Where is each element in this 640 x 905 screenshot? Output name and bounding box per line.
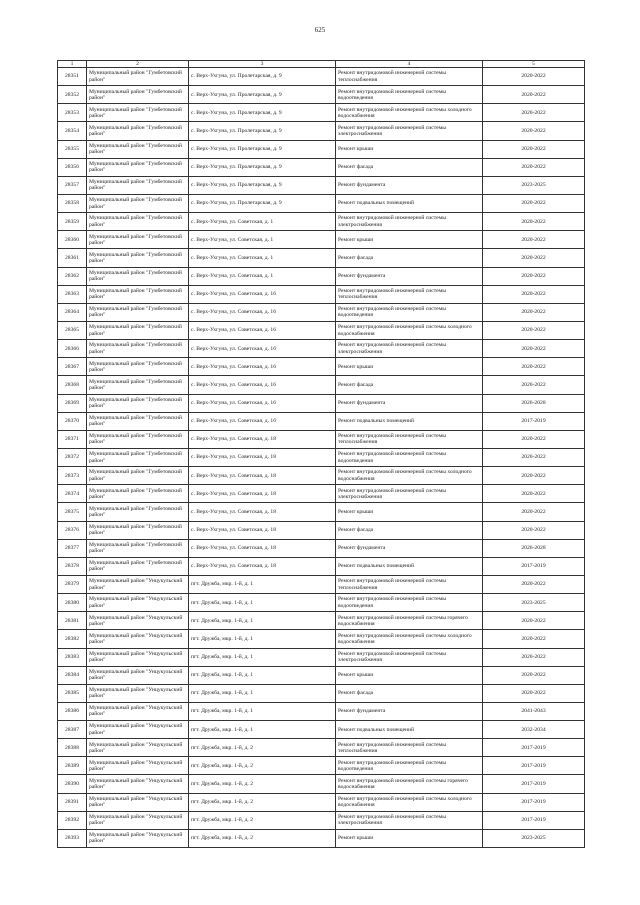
period-cell: 2026-2028 [483,394,585,412]
table-row [58,521,585,539]
municipality-cell: Муниципальный район "Унцукульский район" [87,666,189,684]
period-cell: 2020-2022 [483,376,585,394]
table-row [58,430,585,448]
municipality-cell: Муниципальный район "Гумбетовский район" [87,503,189,521]
row-number-cell: 28370 [58,412,87,430]
work-type-cell: Ремонт фасада [336,376,483,394]
table-row [58,630,585,648]
period-cell: 2020-2022 [483,340,585,358]
column-header: 3 [189,61,336,68]
address-cell: пгт. Дружба, мкр. 1-й, д. 1 [189,594,336,612]
repair-schedule-table [57,60,585,848]
municipality-cell: Муниципальный район "Унцукульский район" [87,757,189,775]
row-number-cell: 28391 [58,793,87,811]
address-cell: с. Верх-Ухгуна, ул. Советская, д. 16 [189,394,336,412]
municipality-cell: Муниципальный район "Гумбетовский район" [87,267,189,285]
municipality-cell: Муниципальный район "Гумбетовский район" [87,321,189,339]
table-row [58,648,585,666]
work-type-cell: Ремонт фундамента [336,267,483,285]
work-type-cell: Ремонт крыши [336,666,483,684]
address-cell: с. Верх-Ухгуна, ул. Пролетарская, д. 9 [189,194,336,212]
period-cell: 2017-2019 [483,557,585,575]
address-cell: с. Верх-Ухгуна, ул. Советская, д. 16 [189,412,336,430]
municipality-cell: Муниципальный район "Унцукульский район" [87,775,189,793]
municipality-cell: Муниципальный район "Унцукульский район" [87,829,189,847]
period-cell: 2017-2019 [483,793,585,811]
address-cell: с. Верх-Ухгуна, ул. Пролетарская, д. 9 [189,104,336,122]
work-type-cell: Ремонт внутридомовой инженерной системы холодного водоснабжения [336,321,483,339]
row-number-cell: 28387 [58,721,87,739]
address-cell: пгт. Дружба, мкр. 1-й, д. 2 [189,829,336,847]
table-row [58,140,585,158]
row-number-cell: 28375 [58,503,87,521]
table-row [58,739,585,757]
row-number-cell: 28388 [58,739,87,757]
address-cell: пгт. Дружба, мкр. 1-й, д. 1 [189,684,336,702]
municipality-cell: Муниципальный район "Унцукульский район" [87,648,189,666]
table-row [58,721,585,739]
municipality-cell: Муниципальный район "Гумбетовский район" [87,412,189,430]
table-row [58,594,585,612]
table-row [58,86,585,104]
municipality-cell: Муниципальный район "Унцукульский район" [87,811,189,829]
address-cell: с. Верх-Ухгуна, ул. Пролетарская, д. 9 [189,140,336,158]
period-cell: 2020-2022 [483,648,585,666]
table-row [58,829,585,847]
period-cell: 2020-2022 [483,358,585,376]
period-cell: 2026-2028 [483,539,585,557]
row-number-cell: 28373 [58,467,87,485]
table-row [58,104,585,122]
row-number-cell: 28364 [58,303,87,321]
work-type-cell: Ремонт подвальных помещений [336,412,483,430]
municipality-cell: Муниципальный район "Унцукульский район" [87,612,189,630]
table-row [58,757,585,775]
municipality-cell: Муниципальный район "Гумбетовский район" [87,448,189,466]
address-cell: с. Верх-Ухгуна, ул. Советская, д. 18 [189,485,336,503]
table-row [58,575,585,593]
period-cell: 2020-2022 [483,503,585,521]
work-type-cell: Ремонт крыши [336,358,483,376]
period-cell: 2020-2022 [483,122,585,140]
address-cell: с. Верх-Ухгуна, ул. Советская, д. 18 [189,521,336,539]
address-cell: пгт. Дружба, мкр. 1-й, д. 1 [189,702,336,720]
work-type-cell: Ремонт внутридомовой инженерной системы водоотведения [336,448,483,466]
address-cell: с. Верх-Ухгуна, ул. Советская, д. 18 [189,467,336,485]
address-cell: с. Верх-Ухгуна, ул. Советская, д. 1 [189,249,336,267]
row-number-cell: 28376 [58,521,87,539]
period-cell: 2020-2022 [483,485,585,503]
work-type-cell: Ремонт фундамента [336,539,483,557]
municipality-cell: Муниципальный район "Гумбетовский район" [87,303,189,321]
period-cell: 2020-2022 [483,285,585,303]
row-number-cell: 28390 [58,775,87,793]
address-cell: пгт. Дружба, мкр. 1-й, д. 2 [189,793,336,811]
table-row [58,358,585,376]
municipality-cell: Муниципальный район "Гумбетовский район" [87,467,189,485]
table-row [58,376,585,394]
work-type-cell: Ремонт подвальных помещений [336,194,483,212]
table-row [58,285,585,303]
address-cell: пгт. Дружба, мкр. 1-й, д. 2 [189,775,336,793]
work-type-cell: Ремонт внутридомовой инженерной системы холодного водоснабжения [336,104,483,122]
address-cell: пгт. Дружба, мкр. 1-й, д. 1 [189,630,336,648]
period-cell: 2020-2022 [483,321,585,339]
work-type-cell: Ремонт фундамента [336,394,483,412]
column-header: 5 [483,61,585,68]
municipality-cell: Муниципальный район "Гумбетовский район" [87,158,189,176]
work-type-cell: Ремонт внутридомовой инженерной системы электроснабжения [336,340,483,358]
table-row [58,194,585,212]
municipality-cell: Муниципальный район "Гумбетовский район" [87,485,189,503]
table-row [58,68,585,86]
address-cell: с. Верх-Ухгуна, ул. Пролетарская, д. 9 [189,158,336,176]
row-number-cell: 28380 [58,594,87,612]
row-number-cell: 28353 [58,104,87,122]
address-cell: пгт. Дружба, мкр. 1-й, д. 2 [189,757,336,775]
table-row [58,412,585,430]
period-cell: 2020-2022 [483,140,585,158]
row-number-cell: 28354 [58,122,87,140]
period-cell: 2020-2022 [483,267,585,285]
period-cell: 2020-2022 [483,249,585,267]
municipality-cell: Муниципальный район "Гумбетовский район" [87,104,189,122]
table-row [58,448,585,466]
municipality-cell: Муниципальный район "Унцукульский район" [87,739,189,757]
municipality-cell: Муниципальный район "Унцукульский район" [87,630,189,648]
period-cell: 2023-2025 [483,594,585,612]
work-type-cell: Ремонт крыши [336,231,483,249]
table-row [58,176,585,194]
row-number-cell: 28351 [58,68,87,86]
work-type-cell: Ремонт внутридомовой инженерной системы горячего водоснабжения [336,775,483,793]
municipality-cell: Муниципальный район "Гумбетовский район" [87,430,189,448]
row-number-cell: 28386 [58,702,87,720]
row-number-cell: 28384 [58,666,87,684]
period-cell: 2020-2022 [483,194,585,212]
work-type-cell: Ремонт внутридомовой инженерной системы водоотведения [336,757,483,775]
municipality-cell: Муниципальный район "Гумбетовский район" [87,249,189,267]
table-row [58,303,585,321]
work-type-cell: Ремонт внутридомовой инженерной системы холодного водоснабжения [336,467,483,485]
address-cell: пгт. Дружба, мкр. 1-й, д. 1 [189,721,336,739]
address-cell: с. Верх-Ухгуна, ул. Пролетарская, д. 9 [189,176,336,194]
work-type-cell: Ремонт внутридомовой инженерной системы теплоснабжения [336,430,483,448]
municipality-cell: Муниципальный район "Гумбетовский район" [87,285,189,303]
column-header: 2 [87,61,189,68]
period-cell: 2020-2022 [483,684,585,702]
address-cell: с. Верх-Ухгуна, ул. Советская, д. 1 [189,213,336,231]
work-type-cell: Ремонт внутридомовой инженерной системы теплоснабжения [336,739,483,757]
address-cell: с. Верх-Ухгуна, ул. Советская, д. 18 [189,430,336,448]
period-cell: 2020-2022 [483,68,585,86]
address-cell: пгт. Дружба, мкр. 1-й, д. 1 [189,575,336,593]
period-cell: 2020-2022 [483,86,585,104]
address-cell: пгт. Дружба, мкр. 1-й, д. 1 [189,648,336,666]
address-cell: с. Верх-Ухгуна, ул. Советская, д. 16 [189,303,336,321]
municipality-cell: Муниципальный район "Гумбетовский район" [87,122,189,140]
municipality-cell: Муниципальный район "Унцукульский район" [87,721,189,739]
period-cell: 2020-2022 [483,521,585,539]
row-number-cell: 28393 [58,829,87,847]
row-number-cell: 28357 [58,176,87,194]
row-number-cell: 28372 [58,448,87,466]
address-cell: с. Верх-Ухгуна, ул. Советская, д. 1 [189,231,336,249]
municipality-cell: Муниципальный район "Гумбетовский район" [87,358,189,376]
table-row [58,557,585,575]
work-type-cell: Ремонт подвальных помещений [336,557,483,575]
work-type-cell: Ремонт крыши [336,503,483,521]
work-type-cell: Ремонт внутридомовой инженерной системы горячего водоснабжения [336,612,483,630]
work-type-cell: Ремонт крыши [336,140,483,158]
row-number-cell: 28378 [58,557,87,575]
row-number-cell: 28369 [58,394,87,412]
address-cell: пгт. Дружба, мкр. 1-й, д. 1 [189,666,336,684]
table-row [58,467,585,485]
row-number-cell: 28385 [58,684,87,702]
work-type-cell: Ремонт внутридомовой инженерной системы теплоснабжения [336,285,483,303]
row-number-cell: 28362 [58,267,87,285]
period-cell: 2017-2019 [483,739,585,757]
work-type-cell: Ремонт фасада [336,249,483,267]
work-type-cell: Ремонт внутридомовой инженерной системы электроснабжения [336,811,483,829]
column-header-row [58,61,585,68]
row-number-cell: 28379 [58,575,87,593]
table-row [58,811,585,829]
municipality-cell: Муниципальный район "Гумбетовский район" [87,539,189,557]
municipality-cell: Муниципальный район "Унцукульский район" [87,684,189,702]
period-cell: 2020-2022 [483,575,585,593]
municipality-cell: Муниципальный район "Гумбетовский район" [87,376,189,394]
period-cell: 2017-2019 [483,757,585,775]
row-number-cell: 28358 [58,194,87,212]
period-cell: 2020-2022 [483,104,585,122]
address-cell: с. Верх-Ухгуна, ул. Советская, д. 18 [189,557,336,575]
work-type-cell: Ремонт подвальных помещений [336,721,483,739]
table-row [58,213,585,231]
municipality-cell: Муниципальный район "Гумбетовский район" [87,86,189,104]
address-cell: с. Верх-Ухгуна, ул. Советская, д. 16 [189,285,336,303]
period-cell: 2020-2022 [483,448,585,466]
row-number-cell: 28356 [58,158,87,176]
period-cell: 2020-2022 [483,213,585,231]
municipality-cell: Муниципальный район "Гумбетовский район" [87,231,189,249]
table-body [58,61,585,848]
municipality-cell: Муниципальный район "Гумбетовский район" [87,557,189,575]
row-number-cell: 28374 [58,485,87,503]
municipality-cell: Муниципальный район "Гумбетовский район" [87,394,189,412]
address-cell: с. Верх-Ухгуна, ул. Советская, д. 16 [189,358,336,376]
table-row [58,793,585,811]
row-number-cell: 28361 [58,249,87,267]
period-cell: 2020-2022 [483,231,585,249]
work-type-cell: Ремонт внутридомовой инженерной системы электроснабжения [336,648,483,666]
table-row [58,775,585,793]
municipality-cell: Муниципальный район "Гумбетовский район" [87,213,189,231]
row-number-cell: 28371 [58,430,87,448]
row-number-cell: 28363 [58,285,87,303]
table-row [58,684,585,702]
work-type-cell: Ремонт внутридомовой инженерной системы электроснабжения [336,213,483,231]
row-number-cell: 28382 [58,630,87,648]
period-cell: 2020-2022 [483,630,585,648]
work-type-cell: Ремонт фасада [336,158,483,176]
address-cell: с. Верх-Ухгуна, ул. Советская, д. 18 [189,448,336,466]
row-number-cell: 28355 [58,140,87,158]
period-cell: 2017-2019 [483,412,585,430]
work-type-cell: Ремонт внутридомовой инженерной системы теплоснабжения [336,68,483,86]
table-row [58,267,585,285]
work-type-cell: Ремонт фасада [336,684,483,702]
row-number-cell: 28367 [58,358,87,376]
column-header: 1 [58,61,87,68]
row-number-cell: 28383 [58,648,87,666]
table-row [58,122,585,140]
table-row [58,321,585,339]
table-row [58,231,585,249]
row-number-cell: 28389 [58,757,87,775]
work-type-cell: Ремонт фасада [336,521,483,539]
table-row [58,666,585,684]
address-cell: с. Верх-Ухгуна, ул. Пролетарская, д. 9 [189,86,336,104]
address-cell: с. Верх-Ухгуна, ул. Пролетарская, д. 9 [189,122,336,140]
address-cell: с. Верх-Ухгуна, ул. Советская, д. 18 [189,539,336,557]
column-header: 4 [336,61,483,68]
table-row [58,539,585,557]
address-cell: пгт. Дружба, мкр. 1-й, д. 2 [189,811,336,829]
table-row [58,702,585,720]
address-cell: пгт. Дружба, мкр. 1-й, д. 1 [189,612,336,630]
work-type-cell: Ремонт внутридомовой инженерной системы водоотведения [336,86,483,104]
period-cell: 2020-2022 [483,666,585,684]
address-cell: с. Верх-Ухгуна, ул. Советская, д. 16 [189,340,336,358]
period-cell: 2023-2025 [483,829,585,847]
period-cell: 2032-2034 [483,721,585,739]
row-number-cell: 28381 [58,612,87,630]
period-cell: 2017-2019 [483,811,585,829]
address-cell: с. Верх-Ухгуна, ул. Советская, д. 16 [189,321,336,339]
work-type-cell: Ремонт внутридомовой инженерной системы холодного водоснабжения [336,630,483,648]
address-cell: с. Верх-Ухгуна, ул. Советская, д. 1 [189,267,336,285]
address-cell: с. Верх-Ухгуна, ул. Пролетарская, д. 9 [189,68,336,86]
period-cell: 2020-2022 [483,612,585,630]
work-type-cell: Ремонт внутридомовой инженерной системы водоотведения [336,594,483,612]
municipality-cell: Муниципальный район "Унцукульский район" [87,793,189,811]
table-row [58,612,585,630]
work-type-cell: Ремонт внутридомовой инженерной системы водоотведения [336,303,483,321]
municipality-cell: Муниципальный район "Гумбетовский район" [87,340,189,358]
period-cell: 2020-2022 [483,430,585,448]
row-number-cell: 28377 [58,539,87,557]
period-cell: 2041-2043 [483,702,585,720]
municipality-cell: Муниципальный район "Унцукульский район" [87,702,189,720]
row-number-cell: 28359 [58,213,87,231]
table-row [58,485,585,503]
table-row [58,503,585,521]
table-row [58,340,585,358]
table-row [58,158,585,176]
municipality-cell: Муниципальный район "Гумбетовский район" [87,194,189,212]
municipality-cell: Муниципальный район "Гумбетовский район" [87,521,189,539]
work-type-cell: Ремонт внутридомовой инженерной системы теплоснабжения [336,575,483,593]
municipality-cell: Муниципальный район "Гумбетовский район" [87,176,189,194]
address-cell: с. Верх-Ухгуна, ул. Советская, д. 16 [189,376,336,394]
period-cell: 2020-2022 [483,467,585,485]
work-type-cell: Ремонт фундамента [336,176,483,194]
municipality-cell: Муниципальный район "Гумбетовский район" [87,140,189,158]
row-number-cell: 28368 [58,376,87,394]
period-cell: 2017-2019 [483,775,585,793]
row-number-cell: 28392 [58,811,87,829]
row-number-cell: 28366 [58,340,87,358]
address-cell: с. Верх-Ухгуна, ул. Советская, д. 18 [189,503,336,521]
work-type-cell: Ремонт фундамента [336,702,483,720]
municipality-cell: Муниципальный район "Унцукульский район" [87,575,189,593]
work-type-cell: Ремонт внутридомовой инженерной системы электроснабжения [336,122,483,140]
municipality-cell: Муниципальный район "Гумбетовский район" [87,68,189,86]
page-number: 625 [314,26,326,34]
work-type-cell: Ремонт крыши [336,829,483,847]
period-cell: 2020-2022 [483,158,585,176]
table-row [58,249,585,267]
address-cell: пгт. Дружба, мкр. 1-й, д. 2 [189,739,336,757]
row-number-cell: 28365 [58,321,87,339]
row-number-cell: 28352 [58,86,87,104]
work-type-cell: Ремонт внутридомовой инженерной системы электроснабжения [336,485,483,503]
period-cell: 2020-2022 [483,303,585,321]
table-row [58,394,585,412]
municipality-cell: Муниципальный район "Унцукульский район" [87,594,189,612]
period-cell: 2023-2025 [483,176,585,194]
row-number-cell: 28360 [58,231,87,249]
work-type-cell: Ремонт внутридомовой инженерной системы холодного водоснабжения [336,793,483,811]
